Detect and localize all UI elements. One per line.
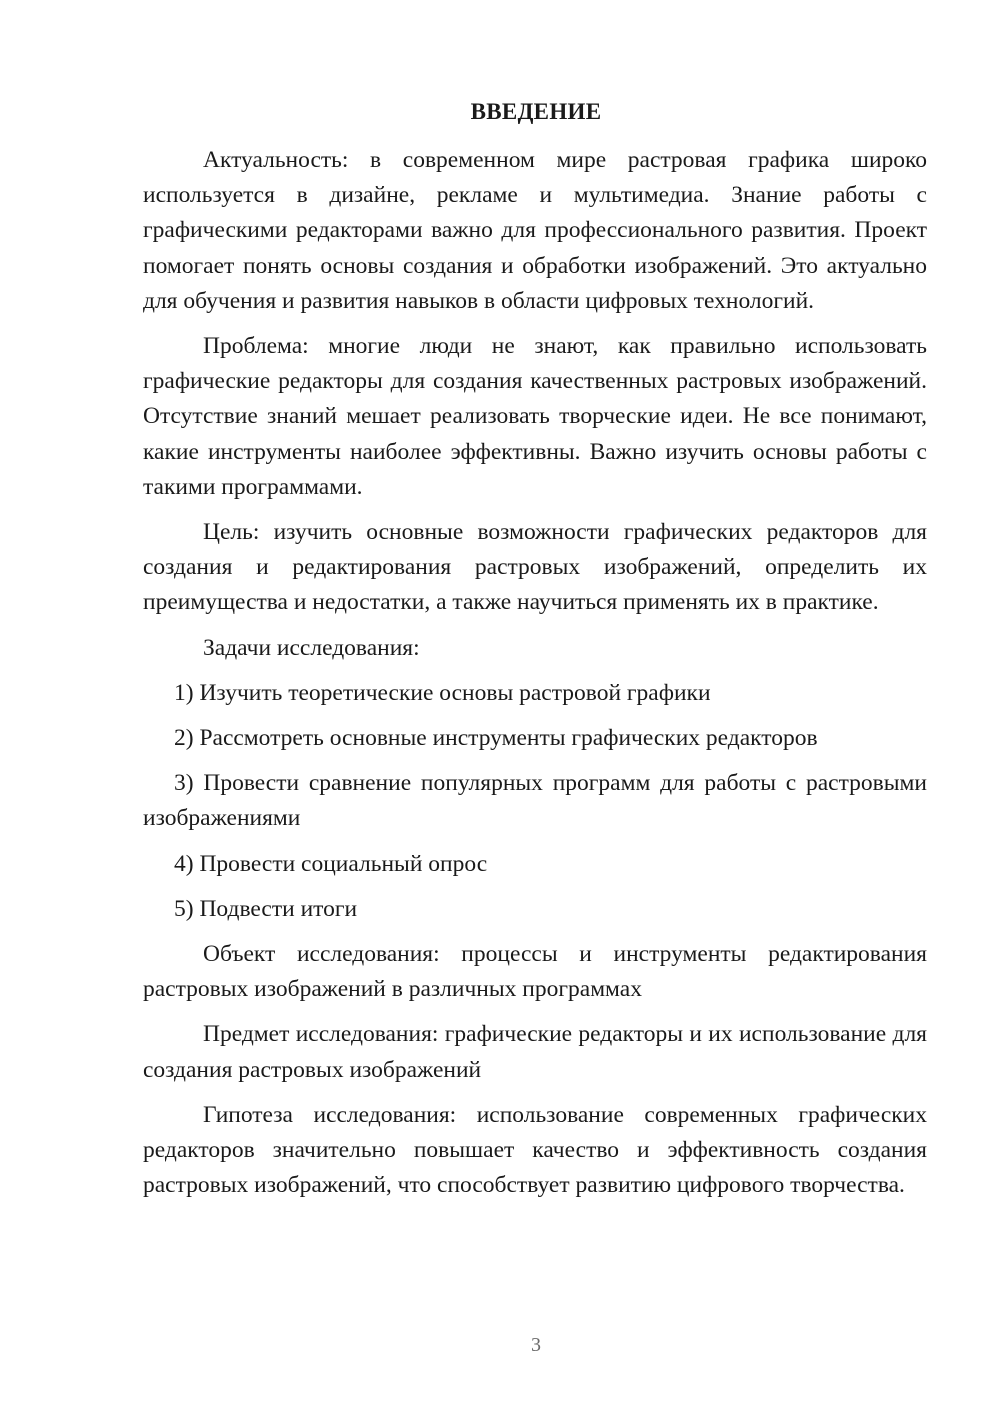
relevance-paragraph: Актуальность: в современном мире растровая графика широко используется в дизайне, рекламе и мультимедиа. Знание работы с графическими редакторами важно для профессионального развития. Проект помогает понять основы создания и обработки изображений. Это актуально для обучения и развития навыков в области цифровых технологий. — [143, 147, 927, 314]
hypothesis-paragraph: Гипотеза исследования: использование современных графических редакторов значительно повышает качество и эффективность создания растровых изображений, что способствует развитию цифрового творчества. — [143, 1101, 927, 1199]
task-item-3: 3) Провести сравнение популярных программ для работы с растровыми изображениями — [143, 770, 927, 832]
tasks-heading: Задачи исследования: — [203, 634, 420, 661]
object-paragraph: Объект исследования: процессы и инструменты редактирования растровых изображений в различных программах — [143, 941, 927, 1003]
goal-paragraph: Цель: изучить основные возможности графических редакторов для создания и редактирования растровых изображений, определить их преимущества и недостатки, а также научиться применять их в практике. — [143, 519, 927, 616]
section-title: ВВЕДЕНИЕ — [470, 99, 602, 124]
task-item-1: 1) Изучить теоретические основы растровой графики — [174, 679, 711, 706]
problem-paragraph: Проблема: многие люди не знают, как правильно использовать графические редакторы для создания качественных растровых изображений. Отсутствие знаний мешает реализовать творческие идеи. Не все понимают, какие инструменты наиболее эффективны. Важно изучить основы работы с такими программами. — [143, 333, 927, 500]
task-item-4: 4) Провести социальный опрос — [174, 850, 488, 877]
task-item-2: 2) Рассмотреть основные инструменты графических редакторов — [174, 725, 818, 752]
task-item-5: 5) Подвести итоги — [174, 895, 358, 922]
document-body — [143, 143, 927, 1213]
page-number: 3 — [531, 1334, 541, 1356]
subject-paragraph: Предмет исследования: графические редакторы и их использование для создания растровых изображений — [143, 1021, 927, 1083]
